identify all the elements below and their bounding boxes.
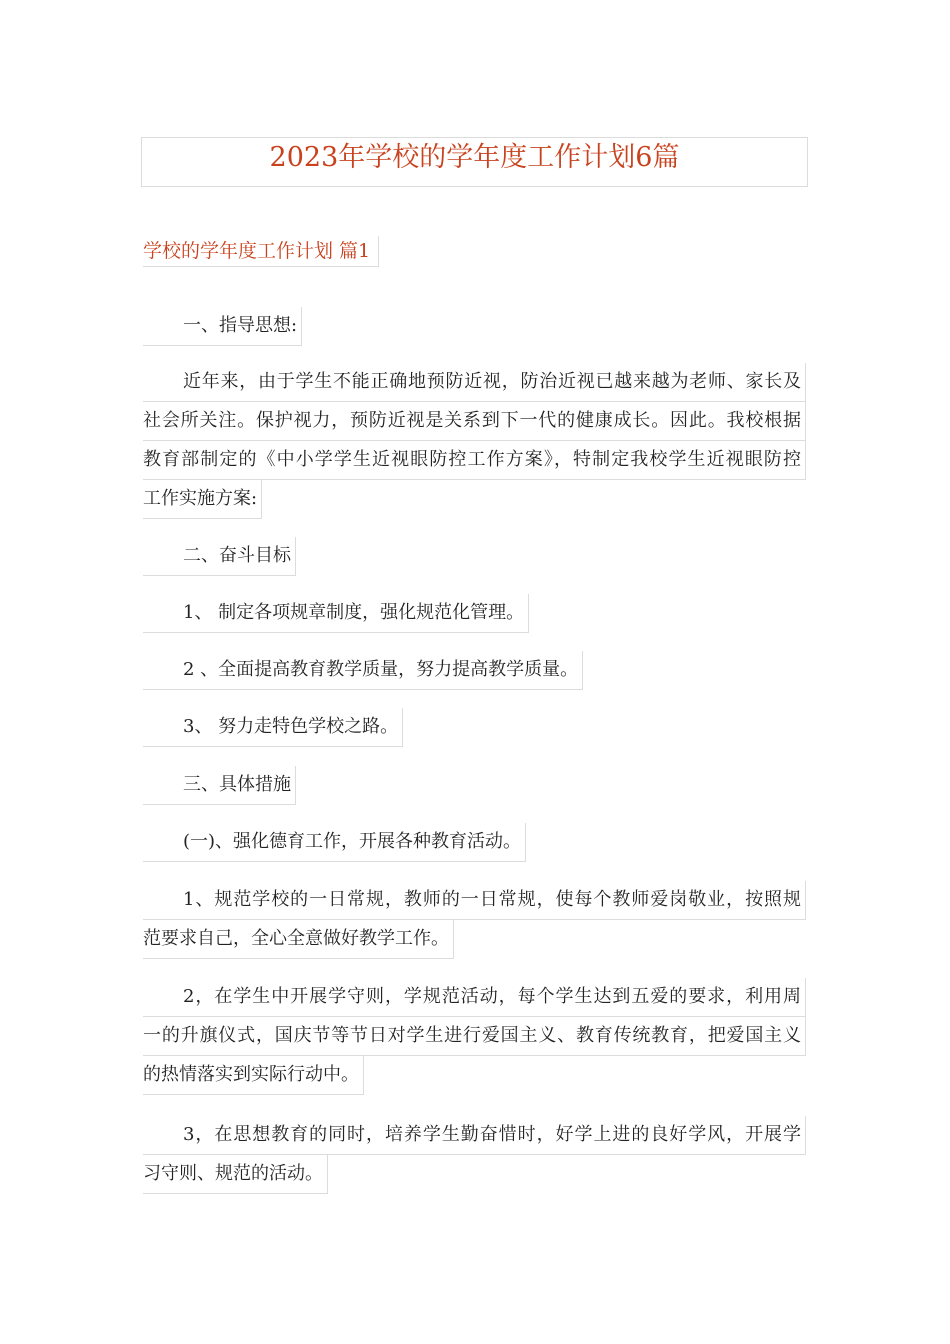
text-line: 社会所关注。保护视力，预防近视是关系到下一代的健康成长。因此。我校根据 (143, 402, 806, 441)
text-line: 1、规范学校的一日常规，教师的一日常规，使每个教师爱岗敬业，按照规 (143, 881, 806, 920)
document-title: 2023年学校的学年度工作计划6篇 (141, 137, 808, 187)
text-line: 一、指导思想: (143, 307, 302, 346)
text-line: (一)、强化德育工作，开展各种教育活动。 (143, 823, 526, 862)
paragraph-goal-1 (143, 594, 529, 633)
text-line: 一的升旗仪式，国庆节等节日对学生进行爱国主义、教育传统教育，把爱国主义 (143, 1017, 806, 1056)
paragraph-goal-3 (143, 708, 403, 747)
text-line: 3，在思想教育的同时，培养学生勤奋惜时，好学上进的良好学风，开展学 (143, 1116, 806, 1155)
text-line: 教育部制定的《中小学学生近视眼防控工作方案》，特制定我校学生近视眼防控 (143, 441, 806, 480)
paragraph-goal-2 (143, 651, 583, 690)
text-line: 范要求自己，全心全意做好教学工作。 (143, 920, 454, 959)
section-heading: 学校的学年度工作计划 篇1 (143, 236, 379, 267)
text-line: 三、具体措施 (143, 766, 296, 805)
text-line: 1、 制定各项规章制度，强化规范化管理。 (143, 594, 529, 633)
text-line: 2，在学生中开展学守则，学规范活动，每个学生达到五爱的要求，利用周 (143, 978, 806, 1017)
paragraph-goals-heading (143, 537, 296, 576)
text-line: 2 、全面提高教育教学质量，努力提高教学质量。 (143, 651, 583, 690)
text-line: 习守则、规范的活动。 (143, 1155, 328, 1194)
text-line: 工作实施方案: (143, 480, 262, 519)
paragraph-item-3 (143, 1116, 806, 1194)
paragraph-guiding-ideology (143, 307, 302, 346)
paragraph-measure-1 (143, 823, 526, 862)
paragraph-measures-heading (143, 766, 296, 805)
text-line: 3、 努力走特色学校之路。 (143, 708, 403, 747)
paragraph-item-2 (143, 978, 806, 1095)
paragraph-item-1 (143, 881, 806, 959)
text-line: 的热情落实到实际行动中。 (143, 1056, 364, 1095)
text-line: 二、奋斗目标 (143, 537, 296, 576)
text-line: 近年来，由于学生不能正确地预防近视，防治近视已越来越为老师、家长及 (143, 363, 806, 402)
paragraph-background (143, 363, 806, 519)
